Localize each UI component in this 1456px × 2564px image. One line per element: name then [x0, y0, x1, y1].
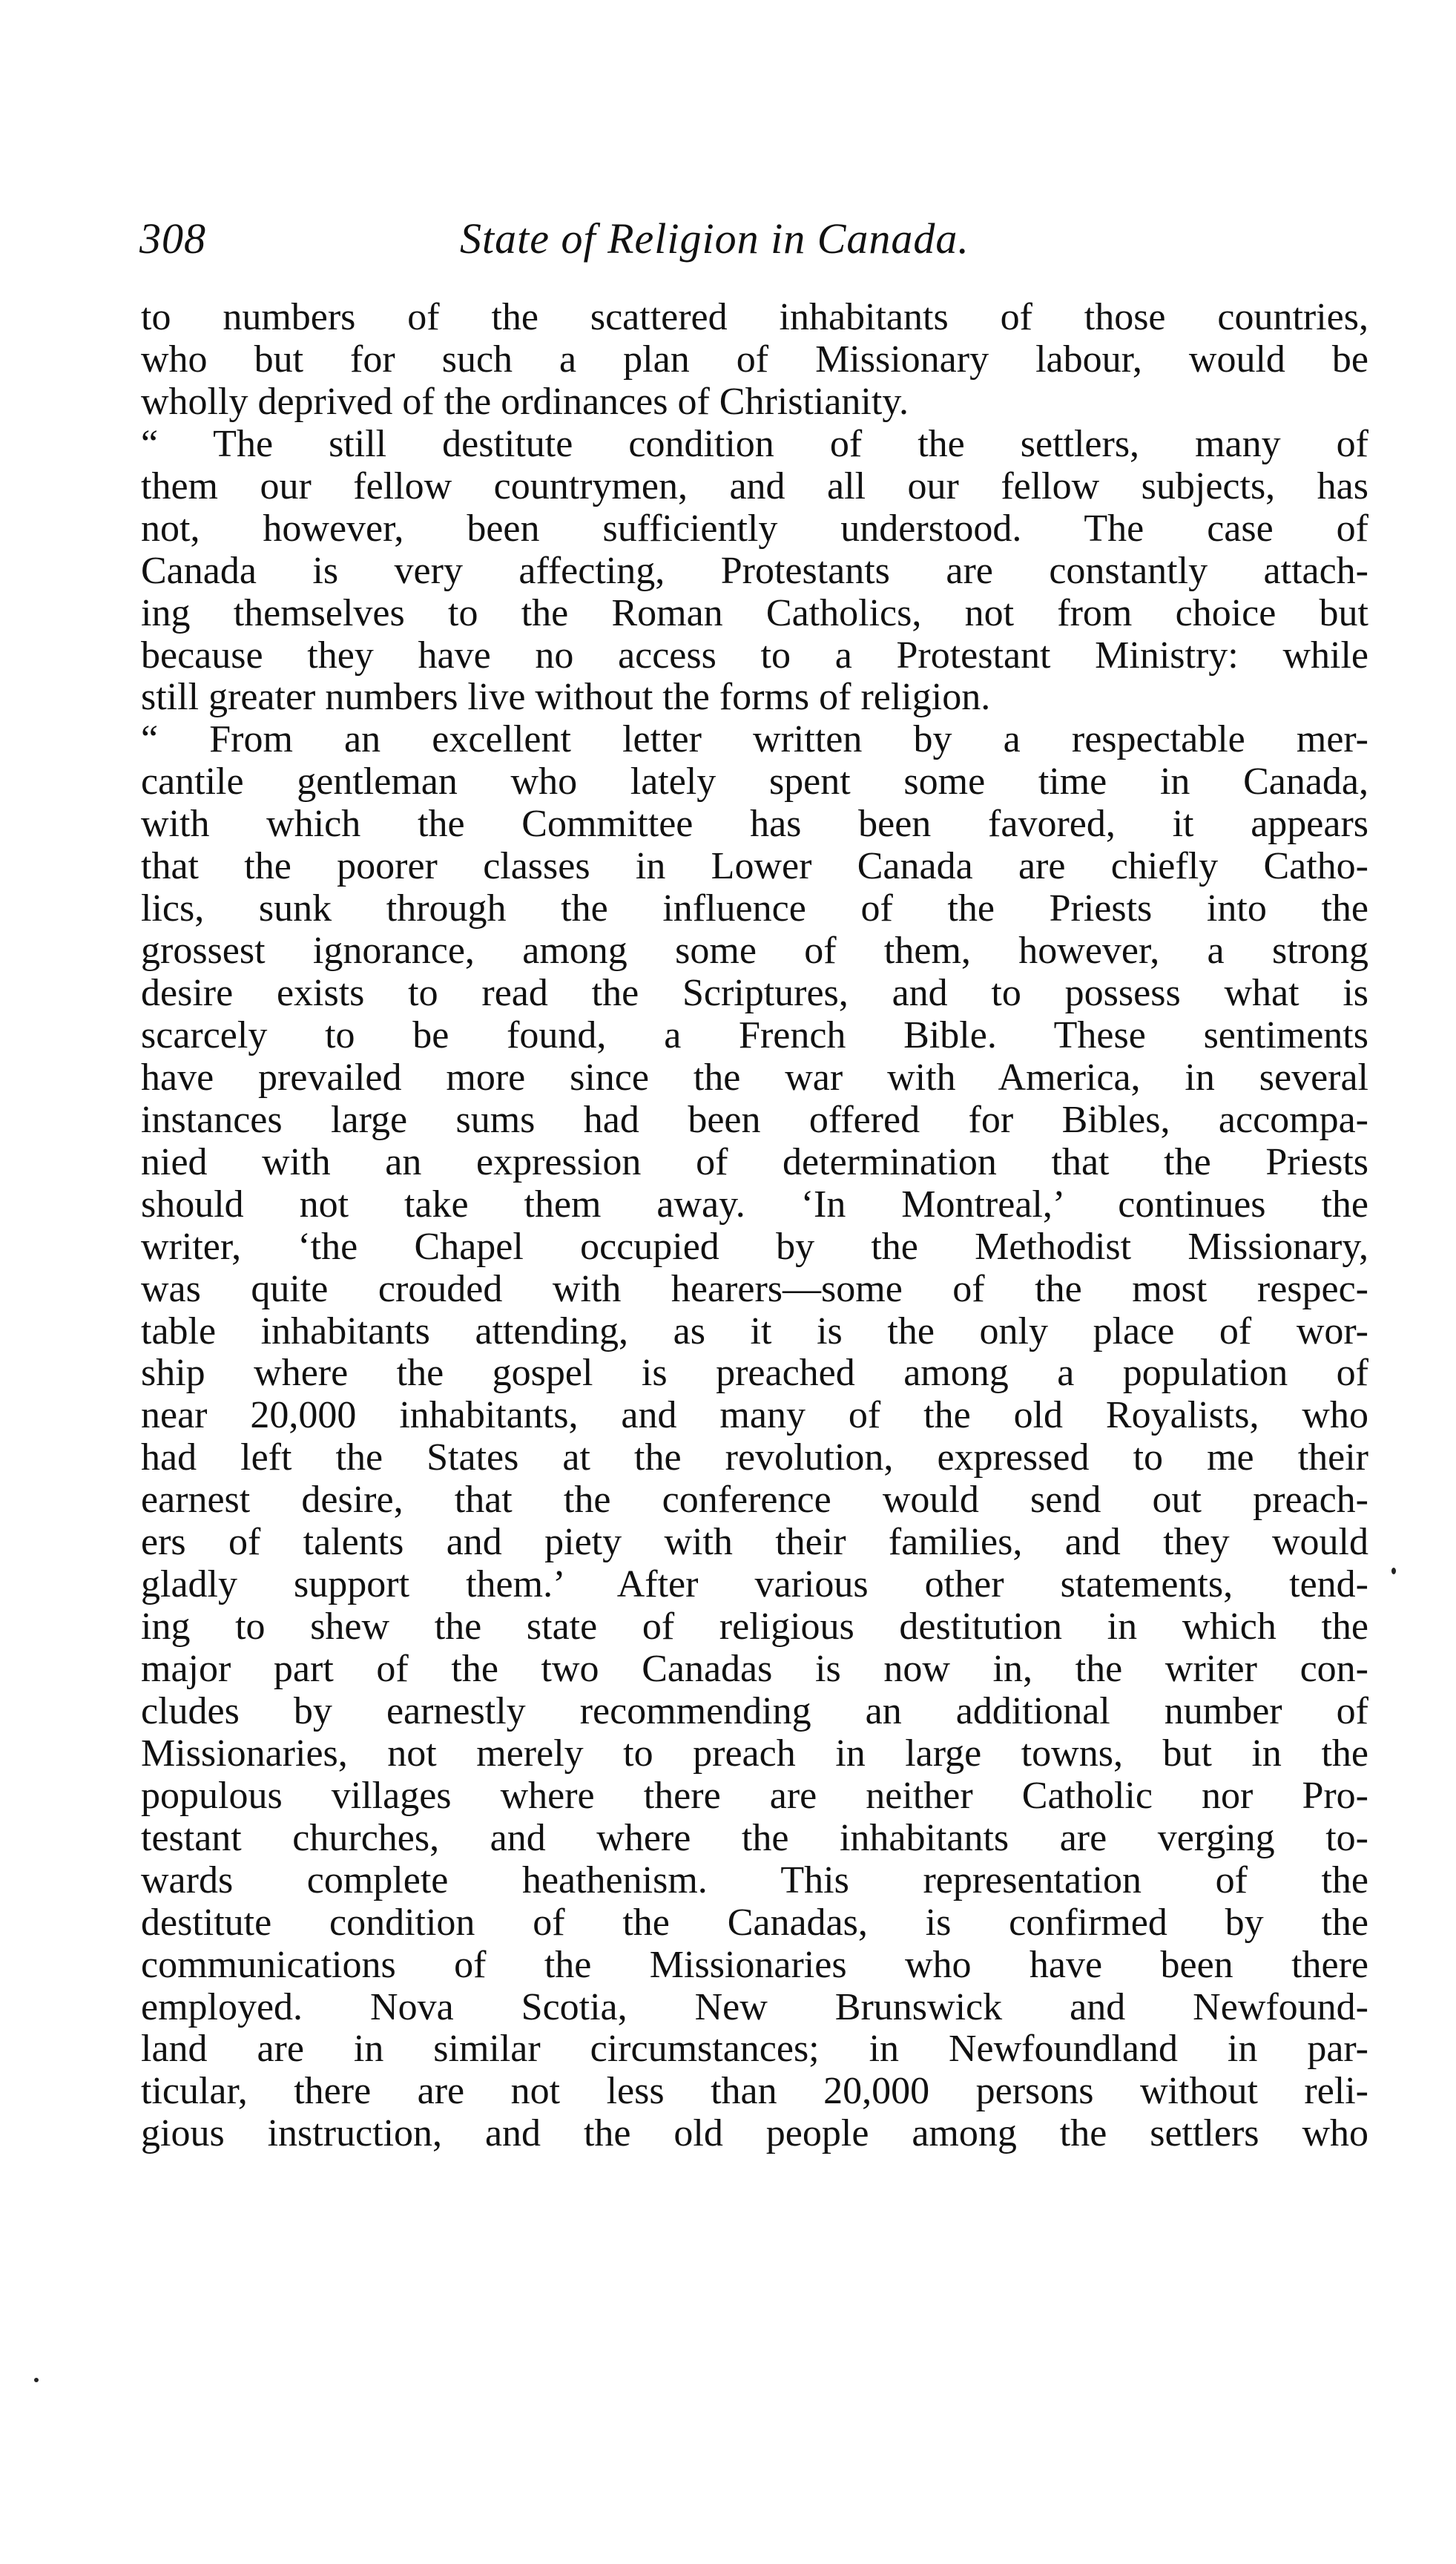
text-line: gladly support them.’ After various other statements, tend- — [141, 1564, 1368, 1606]
text-line: scarcely to be found, a French Bible. These sentiments — [141, 1014, 1368, 1056]
ink-speck — [34, 2378, 39, 2382]
text-line: instances large sums had been offered for Bibles, accompa- — [141, 1099, 1368, 1141]
text-line: still greater numbers live without the forms of religion. — [141, 677, 991, 719]
text-line: desire exists to read the Scriptures, and to possess what is — [141, 973, 1368, 1014]
text-line: had left the States at the revolution, expressed to me their — [141, 1437, 1368, 1479]
text-line: not, however, been sufficiently understood. The case of — [141, 507, 1368, 550]
text-line: ticular, there are not less than 20,000 persons without reli- — [141, 2071, 1368, 2113]
text-line: near 20,000 inhabitants, and many of the old Royalists, who — [141, 1395, 1368, 1437]
text-line: ing themselves to the Roman Catholics, not from choice but — [141, 592, 1368, 634]
text-line: employed. Nova Scotia, New Brunswick and Newfound- — [141, 1986, 1368, 2028]
running-title: State of Religion in Canada. — [460, 214, 969, 263]
text-line: with which the Committee has been favored, it appears — [141, 803, 1368, 846]
text-line: major part of the two Canadas is now in, the writer con- — [141, 1648, 1368, 1690]
text-line: Canada is very affecting, Protestants are constantly attach- — [141, 550, 1368, 592]
text-line: to numbers of the scattered inhabitants of those countries, — [141, 297, 1368, 338]
text-line: testant churches, and where the inhabitants are verging to- — [141, 1817, 1368, 1859]
body-text — [141, 297, 1368, 2155]
text-line: who but for such a plan of Missionary labour, would be — [141, 338, 1368, 381]
text-line: ing to shew the state of religious destitution in which the — [141, 1606, 1368, 1648]
text-line: ers of talents and piety with their families, and they would — [141, 1522, 1368, 1564]
text-line: communications of the Missionaries who have been there — [141, 1944, 1368, 1986]
text-line: cludes by earnestly recommending an additional number of — [141, 1690, 1368, 1732]
text-line: have prevailed more since the war with America, in several — [141, 1056, 1368, 1099]
text-line: Missionaries, not merely to preach in large towns, but in the — [141, 1732, 1368, 1775]
text-line: ship where the gospel is preached among a population of — [141, 1352, 1368, 1395]
text-line: “ From an excellent letter written by a respectable mer- — [141, 719, 1368, 761]
text-line: grossest ignorance, among some of them, however, a strong — [141, 930, 1368, 973]
text-line: table inhabitants attending, as it is the only place of wor- — [141, 1310, 1368, 1352]
text-line: was quite crouded with hearers—some of the most respec- — [141, 1268, 1368, 1310]
text-line: should not take them away. ‘In Montreal,’ continues the — [141, 1183, 1368, 1226]
text-line: writer, ‘the Chapel occupied by the Methodist Missionary, — [141, 1226, 1368, 1268]
text-line: wholly deprived of the ordinances of Christianity. — [141, 381, 909, 423]
text-line: populous villages where there are neither Catholic nor Pro- — [141, 1775, 1368, 1817]
text-line: earnest desire, that the conference would send out preach- — [141, 1479, 1368, 1522]
page-number: 308 — [139, 214, 206, 263]
text-line: that the poorer classes in Lower Canada are chiefly Catho- — [141, 846, 1368, 888]
text-line: destitute condition of the Canadas, is confirmed by the — [141, 1901, 1368, 1944]
text-line: land are in similar circumstances; in Newfoundland in par- — [141, 2028, 1368, 2071]
ink-speck — [1391, 1568, 1396, 1574]
page-header — [134, 214, 1350, 273]
text-line: lics, sunk through the influence of the Priests into the — [141, 888, 1368, 930]
text-line: them our fellow countrymen, and all our fellow subjects, has — [141, 465, 1368, 507]
text-line: cantile gentleman who lately spent some time in Canada, — [141, 761, 1368, 803]
text-line: wards complete heathenism. This representation of the — [141, 1859, 1368, 1901]
text-line: because they have no access to a Protestant Ministry: while — [141, 634, 1368, 677]
text-line: gious instruction, and the old people among the settlers who — [141, 2113, 1368, 2155]
text-line: “ The still destitute condition of the settlers, many of — [141, 423, 1368, 465]
text-line: nied with an expression of determination that the Priests — [141, 1141, 1368, 1183]
